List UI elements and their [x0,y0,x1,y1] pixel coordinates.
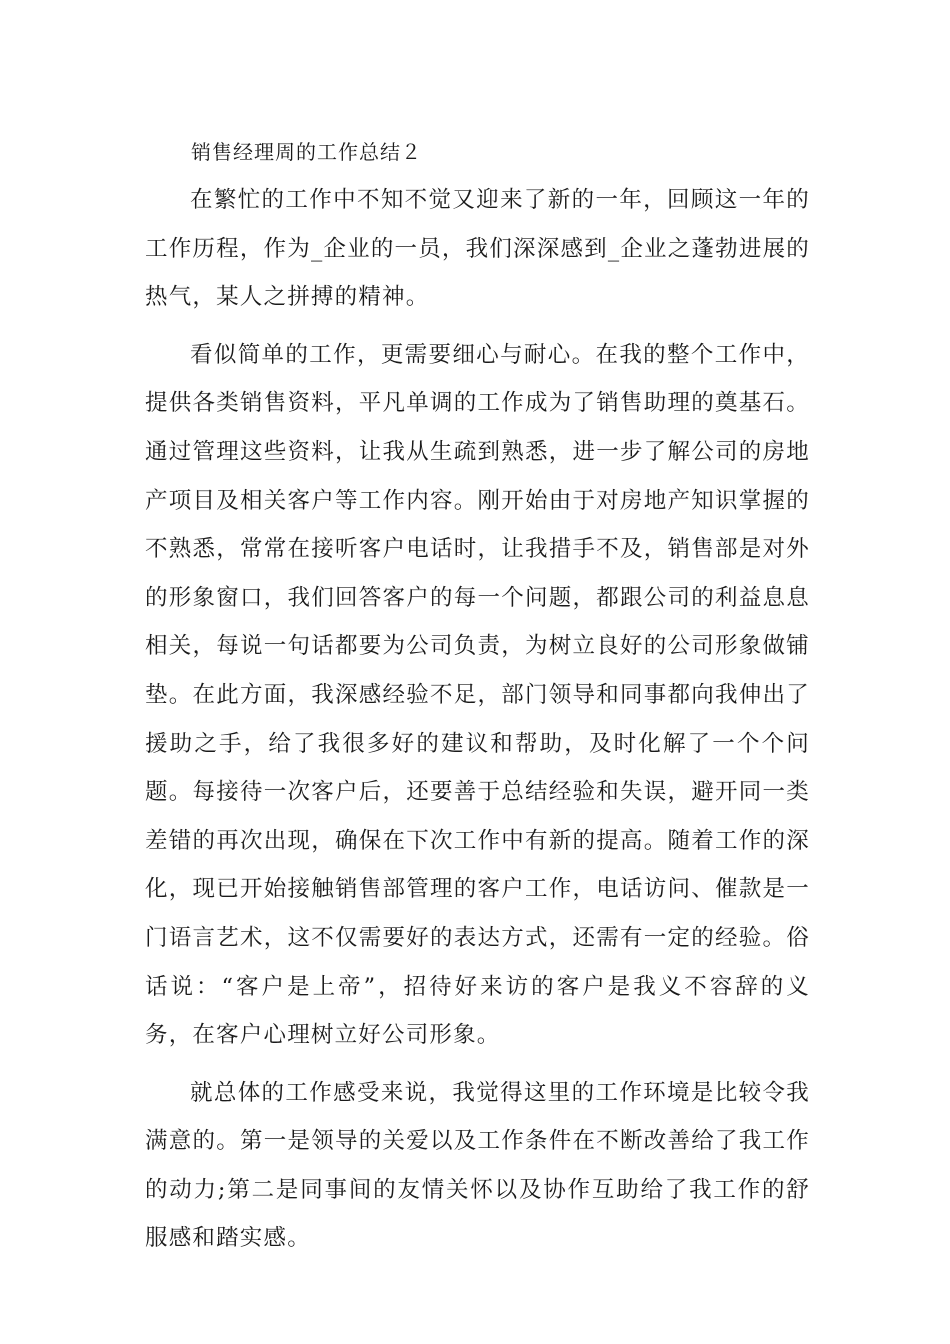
paragraph: 看似简单的工作，更需要细心与耐心。在我的整个工作中，提供各类销售资料，平凡单调的工作成为了销售助理的奠基石。通过管理这些资料，让我从生疏到熟悉，进一步了解公司的房地产项目及相关客户等工作内容。刚开始由于对房地产知识掌握的不熟悉，常常在接听客户电话时，让我措手不及，销售部是对外的形象窗口，我们回答客户的每一个问题，都跟公司的利益息息相关，每说一句话都要为公司负责，为树立良好的公司形象做铺垫。在此方面，我深感经验不足，部门领导和同事都向我伸出了援助之手，给了我很多好的建议和帮助，及时化解了一个个问题。每接待一次客户后，还要善于总结经验和失误，避开同一类差错的再次出现，确保在下次工作中有新的提高。随着工作的深化，现已开始接触销售部管理的客户工作，电话访问、催款是一门语言艺术，这不仅需要好的表达方式，还需有一定的经验。俗话说：“客户是上帝”，招待好来访的客户是我义不容辞的义务，在客户心理树立好公司形象。 [145,341,810,1049]
document-title: 销售经理周的工作总结２ [191,140,422,164]
paragraph: 就总体的工作感受来说，我觉得这里的工作环境是比较令我满意的。第一是领导的关爱以及工作条件在不断改善给了我工作的动力;第二是同事间的友情关怀以及协作互助给了我工作的舒服感和踏实感。 [145,1079,810,1252]
paragraph: 在繁忙的工作中不知不觉又迎来了新的一年，回顾这一年的工作历程，作为_企业的一员，我们深深感到_企业之蓬勃进展的热气，某人之拼搏的精神。 [145,187,810,311]
document-body [145,128,810,1263]
